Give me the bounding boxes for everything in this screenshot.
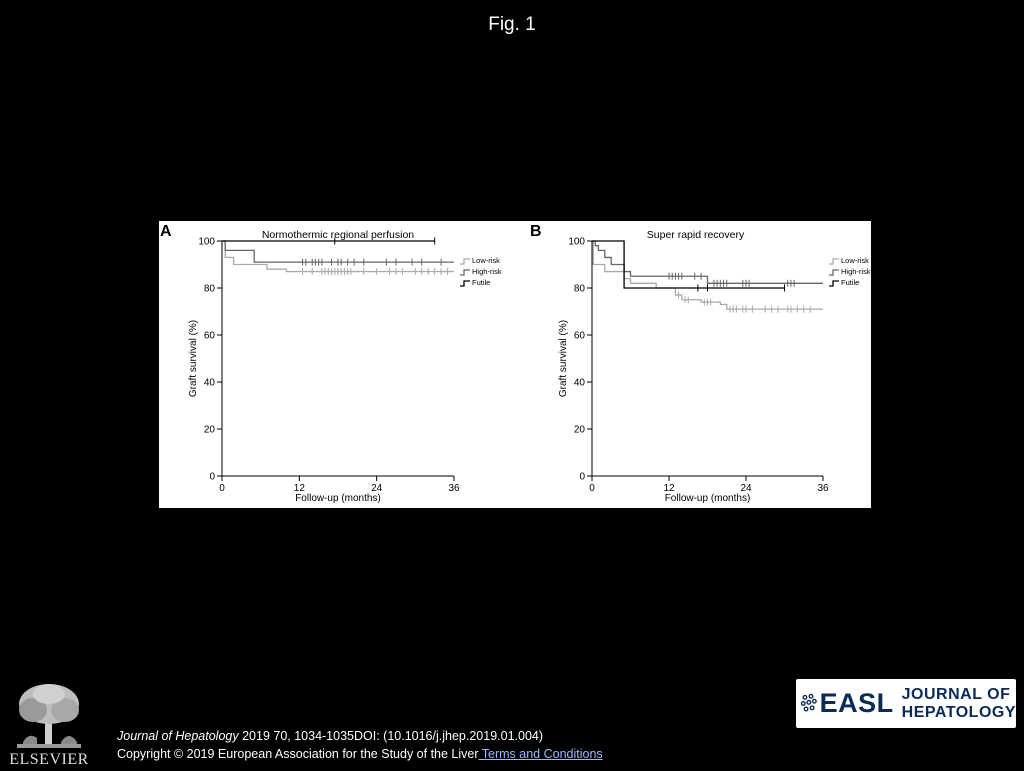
- y-tick-label: 0: [209, 471, 215, 483]
- easl-wordmark: EASL: [819, 688, 894, 718]
- x-tick-label: 36: [448, 483, 460, 494]
- x-tick-label: 12: [663, 483, 675, 494]
- x-tick-label: 36: [817, 483, 829, 494]
- easl-journal-logo[interactable]: [796, 679, 1016, 728]
- y-tick-label: 40: [203, 377, 215, 389]
- journal-of-hepatology-wordmark: [902, 686, 1016, 722]
- legend-swatch-low-risk: [829, 259, 839, 264]
- panel-letter: B: [530, 223, 542, 240]
- y-tick-label: 60: [203, 330, 215, 342]
- chart-panel-a: [160, 223, 502, 504]
- y-tick-label: 80: [203, 283, 215, 295]
- legend-label-low-risk: Low-risk: [472, 256, 500, 265]
- legend-swatch-low-risk: [460, 259, 470, 264]
- y-axis-label: Graft survival (%): [188, 319, 199, 398]
- y-tick-label: 60: [573, 330, 585, 342]
- svg-text:ELSEVIER: ELSEVIER: [9, 751, 89, 766]
- x-axis-label: Follow-up (months): [664, 493, 751, 504]
- elsevier-tree-icon: [9, 680, 89, 766]
- y-tick-label: 20: [573, 424, 585, 436]
- y-tick-label: 80: [573, 283, 585, 295]
- y-tick-label: 20: [203, 424, 215, 436]
- chart-title: Super rapid recovery: [646, 229, 745, 241]
- terms-link[interactable]: Terms and Conditions: [478, 747, 603, 761]
- copyright-text: Copyright © 2019 European Association for the Study of the Liver: [117, 747, 479, 761]
- chart-panel-b: [530, 223, 871, 504]
- chart-title: Normothermic regional perfusion: [261, 229, 415, 241]
- x-axis-label: Follow-up (months): [295, 493, 381, 504]
- y-tick-label: 100: [198, 236, 215, 248]
- figure-title: Fig. 1: [488, 14, 536, 35]
- legend-swatch-high-risk: [460, 270, 470, 275]
- easl-emblem-icon: [800, 684, 818, 724]
- x-tick-label: 0: [589, 483, 595, 494]
- legend-swatch-futile: [829, 281, 839, 286]
- panel-letter: A: [160, 223, 172, 240]
- citation-line: [117, 729, 543, 743]
- legend-swatch-futile: [460, 281, 470, 286]
- y-tick-label: 40: [573, 377, 585, 389]
- legend-label-high-risk: High-risk: [472, 267, 502, 276]
- x-tick-label: 12: [293, 483, 305, 494]
- figure-panel: [159, 221, 871, 508]
- y-tick-label: 100: [568, 236, 585, 248]
- elsevier-logo: [9, 680, 89, 766]
- survival-curve-low-risk: [222, 241, 454, 272]
- citation-details: 2019 70, 1034-1035DOI: (10.1016/j.jhep.2019.01.004): [238, 729, 544, 743]
- journal-logo-line1: JOURNAL OF: [901, 685, 1011, 703]
- x-tick-label: 24: [371, 483, 383, 494]
- legend-label-high-risk: High-risk: [841, 267, 871, 276]
- legend-label-futile: Futile: [472, 278, 491, 287]
- legend-label-futile: Futile: [841, 278, 860, 287]
- copyright-line: [117, 747, 603, 761]
- legend-swatch-high-risk: [829, 270, 839, 275]
- journal-logo-line2: HEPATOLOGY: [901, 703, 1016, 721]
- journal-name: Journal of Hepatology: [117, 729, 239, 743]
- y-axis-label: Graft survival (%): [558, 319, 569, 398]
- x-tick-label: 24: [740, 483, 752, 494]
- km-charts-svg: [159, 221, 871, 508]
- survival-curve-high-risk: [592, 241, 823, 283]
- y-tick-label: 0: [579, 471, 585, 483]
- legend-label-low-risk: Low-risk: [841, 256, 869, 265]
- x-tick-label: 0: [219, 483, 225, 494]
